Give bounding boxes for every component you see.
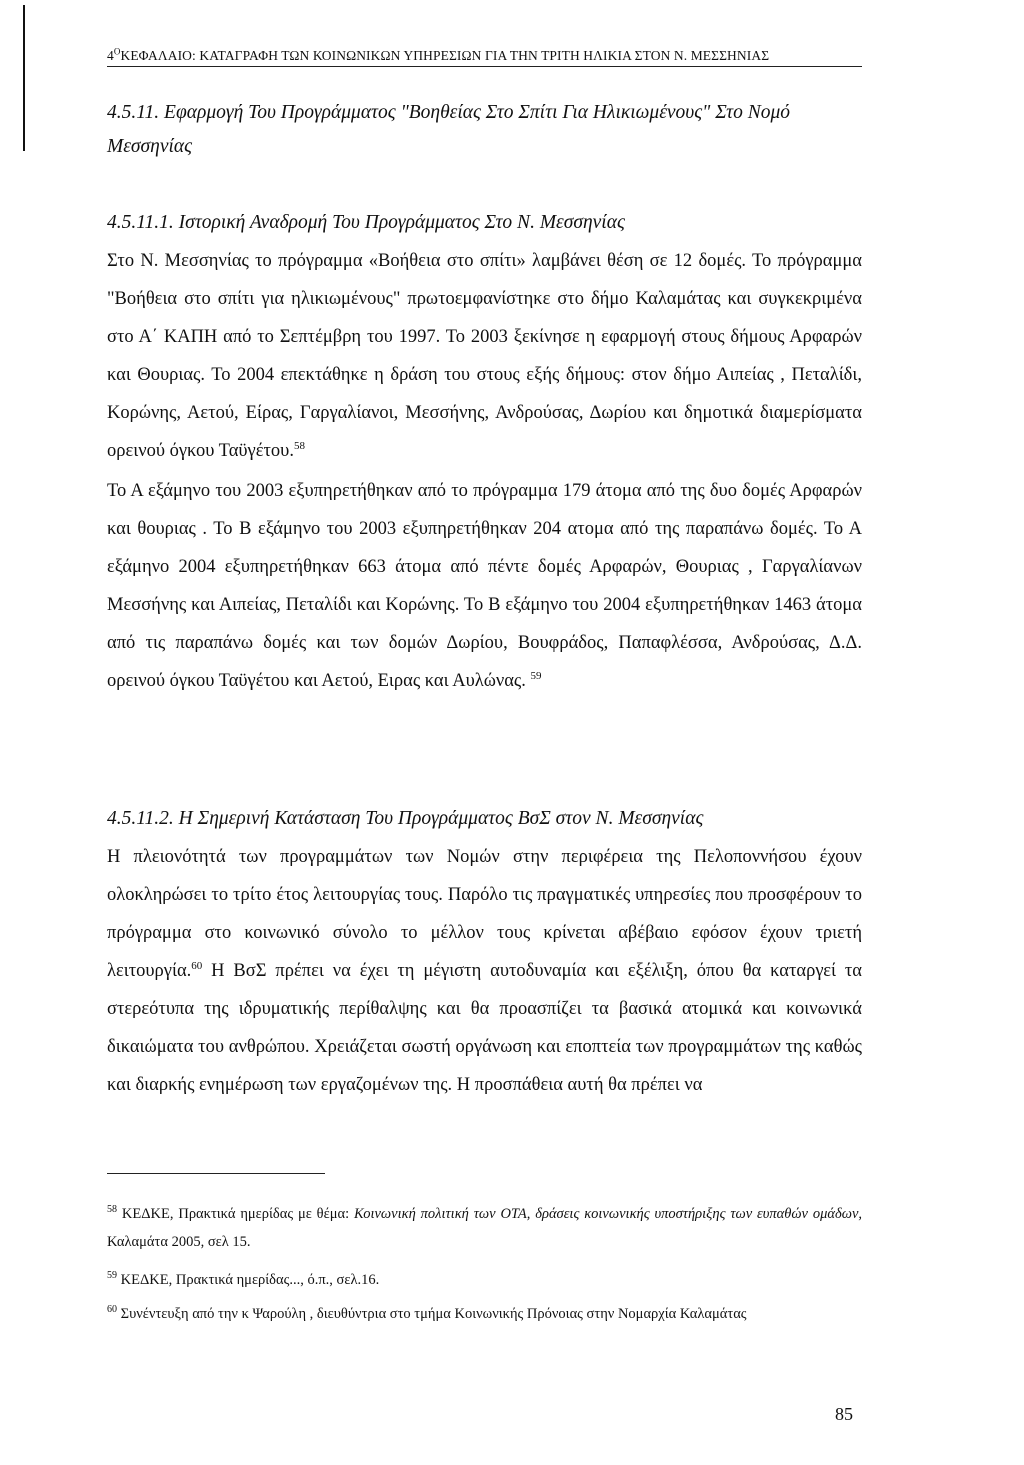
footnote-60 (107, 1300, 862, 1328)
subsection2-paragraph (107, 838, 862, 1104)
paragraph2-text: Το Α εξάμηνο του 2003 εξυπηρετήθηκαν από το πρόγραμμα 179 άτομα από της δυο δομές Αρφαρών και θουριας . Το Β εξάμηνο του 2003 εξυπηρετήθηκαν 204 ατομα από της παραπάνω δομές. Το Α εξάμηνο 2004 εξυπηρετήθηκαν 663 άτομα από πέντε δομές Αρφαρών, Θουριας , Γαργαλίανων Μεσσήνης και Αιπείας, Πεταλίδι και Κορώνης. Το Β εξάμηνο του 2004 εξυπηρετήθηκαν 1463 άτομα από τις παραπάνω δομές και των δομών Δωρίου, Βουφράδος, Παπαφλέσσα, Ανδρούσας, Δ.Δ. ορεινού όγκου Ταϋγέτου και Αετού, Ειρας και Αυλώνας. (107, 481, 862, 691)
footnote-58-number: 58 (107, 1204, 117, 1216)
footnote-separator (107, 1173, 325, 1174)
subsection1-paragraph1 (107, 242, 862, 470)
subsection1-paragraph2 (107, 472, 862, 700)
subsection2-heading: 4.5.11.2. Η Σημερινή Κατάσταση Του Προγράμματος ΒσΣ στον Ν. Μεσσηνίας (107, 808, 704, 829)
paragraph1-text: Στο Ν. Μεσσηνίας το πρόγραμμα «Βοήθεια στο σπίτι» λαμβάνει θέση σε 12 δομές. Το πρόγραμμα "Βοήθεια στο σπίτι για ηλικιωμένους" πρωτοεμφανίστηκε στο δήμο Καλαμάτας και συγκεκριμένα στο Α΄ ΚΑΠΗ από το Σεπτέμβρη του 1997. Το 2003 ξεκίνησε η εφαρμογή στους δήμους Αρφαρών και Θουριας. Το 2004 επεκτάθηκε η δράση του στους εξής δήμους: στον δήμο Αιπείας , Πεταλίδι, Κορώνης, Αετού, Είρας, Γαργαλίανοι, Μεσσήνης, Ανδρούσας, Δωρίου και δημοτικά διαμερίσματα ορεινού όγκου Ταϋγέτου. (107, 251, 862, 461)
subsection1 (107, 206, 862, 700)
footnote-58 (107, 1200, 862, 1256)
footnote-58-text: ΚΕΔΚΕ, Πρακτικά ημερίδας με θέμα: (121, 1206, 354, 1222)
footnote-ref-60: 60 (191, 959, 203, 972)
footnote-59 (107, 1266, 862, 1294)
footnote-59-text: ΚΕΔΚΕ, Πρακτικά ημερίδας..., ό.π., σελ.16. (120, 1272, 380, 1288)
footnote-59-number: 59 (107, 1270, 117, 1282)
footnote-58-tail: Καλαμάτα 2005, σελ 15. (107, 1234, 251, 1250)
footnote-58-title: Κοινωνική πολιτική των ΟΤΑ, δράσεις κοινωνικής υποστήριξης των ευπαθών ομάδων, (353, 1206, 863, 1222)
section-heading: 4.5.11. Εφαρμογή Του Προγράμματος "Βοηθείας Στο Σπίτι Για Ηλικιωμένους" Στο Νομό Μεσσηνίας (107, 102, 791, 157)
footnote-ref-58: 58 (293, 439, 305, 452)
chapter-number: 4 (107, 48, 114, 63)
footnote-ref-59: 59 (530, 669, 542, 682)
chapter-ordinal: Ο (113, 46, 121, 57)
running-header (107, 48, 862, 67)
paragraph3-text-a: Η πλειονότητά των προγραμμάτων των Νομών στην περιφέρεια της Πελοποννήσου έχουν ολοκληρώσει το τρίτο έτος λειτουργίας τους. Παρόλο τις πραγματικές υπηρεσίες που προσφέρουν το πρόγραμμα στο κοινωνικό σύνολο το μέλλον τους κρίνεται αβέβαιο εφόσον έχουν τριετή λειτουργία. (107, 847, 862, 981)
header-title: ΚΕΦΑΛΑΙΟ: ΚΑΤΑΓΡΑΦΗ ΤΩΝ ΚΟΙΝΩΝΙΚΩΝ ΥΠΗΡΕΣΙΩΝ ΓΙΑ ΤΗΝ ΤΡΙΤΗ ΗΛΙΚΙΑ ΣΤΟΝ Ν. ΜΕΣΣΗΝΙΑΣ (120, 48, 770, 63)
subsection1-heading: 4.5.11.1. Ιστορική Αναδρομή Του Προγράμματος Στο Ν. Μεσσηνίας (107, 212, 625, 233)
section-heading-block (107, 96, 862, 164)
paragraph3-text-b: Η ΒσΣ πρέπει να έχει τη μέγιστη αυτοδυναμία και εξέλιξη, όπου θα καταργεί τα στερεότυπα της ιδρυματικής περίθαλψης και θα προασπίζει τα βασικά ατομικά και κοινωνικά δικαιώματα του ανθρώπου. Χρειάζεται σωστή οργάνωση και εποπτεία των προγραμμάτων της καθώς και διαρκής ενημέρωση των εργαζομένων της. Η προσπάθεια αυτή θα πρέπει να (107, 961, 862, 1095)
subsection2 (107, 802, 862, 1104)
page-number: 85 (835, 1404, 853, 1424)
footnote-60-text: Συνέντευξη από την κ Ψαρούλη , διευθύντρια στο τμήμα Κοινωνικής Πρόνοιας στην Νομαρχία Καλαμάτας (120, 1306, 747, 1322)
margin-line (23, 5, 25, 151)
footnote-60-number: 60 (107, 1304, 117, 1316)
